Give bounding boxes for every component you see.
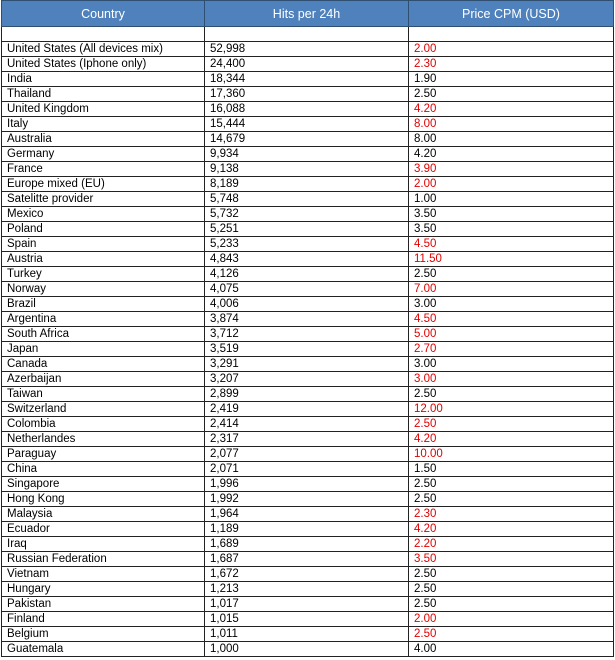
header-row <box>2 1 614 27</box>
table-row <box>2 252 614 267</box>
price-cell: 1.00 <box>409 192 614 207</box>
price-cell: 8.00 <box>409 117 614 132</box>
table-row <box>2 312 614 327</box>
hits-cell: 1,996 <box>205 477 409 492</box>
country-cell: Iraq <box>2 537 205 552</box>
header-price: Price CPM (USD) <box>409 1 614 27</box>
hits-cell: 2,071 <box>205 462 409 477</box>
country-cell: Poland <box>2 222 205 237</box>
table-row <box>2 297 614 312</box>
empty-cell <box>2 27 205 42</box>
hits-cell: 3,874 <box>205 312 409 327</box>
country-cell: Switzerland <box>2 402 205 417</box>
hits-cell: 2,414 <box>205 417 409 432</box>
hits-cell: 18,344 <box>205 72 409 87</box>
price-cell: 2.00 <box>409 612 614 627</box>
table-row <box>2 162 614 177</box>
price-cell: 8.00 <box>409 132 614 147</box>
price-cell: 2.30 <box>409 507 614 522</box>
table-row <box>2 102 614 117</box>
country-cell: Japan <box>2 342 205 357</box>
country-cell: Guatemala <box>2 642 205 657</box>
price-cell: 2.50 <box>409 567 614 582</box>
table-row <box>2 282 614 297</box>
price-cell: 2.50 <box>409 477 614 492</box>
price-cell: 1.90 <box>409 72 614 87</box>
hits-cell: 1,964 <box>205 507 409 522</box>
hits-cell: 1,687 <box>205 552 409 567</box>
price-cell: 2.50 <box>409 492 614 507</box>
table-row <box>2 627 614 642</box>
table-row <box>2 72 614 87</box>
table-row <box>2 192 614 207</box>
table-row <box>2 642 614 657</box>
price-cell: 10.00 <box>409 447 614 462</box>
hits-cell: 4,126 <box>205 267 409 282</box>
country-cell: Malaysia <box>2 507 205 522</box>
country-cell: Austria <box>2 252 205 267</box>
price-cell: 2.50 <box>409 87 614 102</box>
table-header <box>2 1 614 27</box>
country-cell: Finland <box>2 612 205 627</box>
table-row <box>2 417 614 432</box>
hits-cell: 24,400 <box>205 57 409 72</box>
cpm-table <box>1 0 614 657</box>
price-cell: 2.50 <box>409 267 614 282</box>
hits-cell: 5,748 <box>205 192 409 207</box>
header-country: Country <box>2 1 205 27</box>
table-row <box>2 537 614 552</box>
hits-cell: 4,075 <box>205 282 409 297</box>
hits-cell: 15,444 <box>205 117 409 132</box>
price-cell: 2.50 <box>409 387 614 402</box>
country-cell: Thailand <box>2 87 205 102</box>
table-row <box>2 402 614 417</box>
country-cell: Mexico <box>2 207 205 222</box>
price-cell: 3.90 <box>409 162 614 177</box>
country-cell: Netherlandes <box>2 432 205 447</box>
country-cell: Belgium <box>2 627 205 642</box>
country-cell: Brazil <box>2 297 205 312</box>
hits-cell: 5,233 <box>205 237 409 252</box>
country-cell: Hong Kong <box>2 492 205 507</box>
price-cell: 4.00 <box>409 642 614 657</box>
hits-cell: 1,672 <box>205 567 409 582</box>
table-row <box>2 342 614 357</box>
hits-cell: 3,291 <box>205 357 409 372</box>
hits-cell: 3,207 <box>205 372 409 387</box>
country-cell: United States (Iphone only) <box>2 57 205 72</box>
table-row <box>2 147 614 162</box>
table-row <box>2 132 614 147</box>
price-cell: 4.50 <box>409 237 614 252</box>
hits-cell: 1,000 <box>205 642 409 657</box>
hits-cell: 3,712 <box>205 327 409 342</box>
price-cell: 3.50 <box>409 222 614 237</box>
price-cell: 4.20 <box>409 432 614 447</box>
table-row <box>2 117 614 132</box>
hits-cell: 4,843 <box>205 252 409 267</box>
table-row <box>2 462 614 477</box>
table-row <box>2 327 614 342</box>
hits-cell: 14,679 <box>205 132 409 147</box>
price-cell: 2.50 <box>409 417 614 432</box>
table-row <box>2 222 614 237</box>
table-row <box>2 507 614 522</box>
price-cell: 2.50 <box>409 582 614 597</box>
hits-cell: 1,992 <box>205 492 409 507</box>
hits-cell: 17,360 <box>205 87 409 102</box>
country-cell: United Kingdom <box>2 102 205 117</box>
country-cell: Europe mixed (EU) <box>2 177 205 192</box>
country-cell: Canada <box>2 357 205 372</box>
price-cell: 2.00 <box>409 177 614 192</box>
table-row <box>2 387 614 402</box>
hits-cell: 4,006 <box>205 297 409 312</box>
country-cell: Germany <box>2 147 205 162</box>
country-cell: South Africa <box>2 327 205 342</box>
hits-cell: 5,251 <box>205 222 409 237</box>
country-cell: Pakistan <box>2 597 205 612</box>
country-cell: Spain <box>2 237 205 252</box>
price-cell: 2.70 <box>409 342 614 357</box>
hits-cell: 3,519 <box>205 342 409 357</box>
country-cell: Azerbaijan <box>2 372 205 387</box>
table-row <box>2 582 614 597</box>
price-cell: 4.20 <box>409 147 614 162</box>
country-cell: France <box>2 162 205 177</box>
hits-cell: 2,317 <box>205 432 409 447</box>
table-row <box>2 57 614 72</box>
price-cell: 11.50 <box>409 252 614 267</box>
table-row <box>2 177 614 192</box>
price-cell: 1.50 <box>409 462 614 477</box>
country-cell: Satelitte provider <box>2 192 205 207</box>
hits-cell: 2,419 <box>205 402 409 417</box>
header-hits: Hits per 24h <box>205 1 409 27</box>
table-row <box>2 237 614 252</box>
table-row <box>2 552 614 567</box>
price-cell: 2.50 <box>409 597 614 612</box>
table-row <box>2 492 614 507</box>
empty-cell <box>409 27 614 42</box>
country-cell: Vietnam <box>2 567 205 582</box>
table-row <box>2 432 614 447</box>
hits-cell: 5,732 <box>205 207 409 222</box>
country-cell: Turkey <box>2 267 205 282</box>
hits-cell: 1,689 <box>205 537 409 552</box>
hits-cell: 1,017 <box>205 597 409 612</box>
price-cell: 2.00 <box>409 42 614 57</box>
price-cell: 12.00 <box>409 402 614 417</box>
empty-cell <box>205 27 409 42</box>
price-cell: 3.00 <box>409 372 614 387</box>
hits-cell: 2,899 <box>205 387 409 402</box>
country-cell: Russian Federation <box>2 552 205 567</box>
country-cell: Australia <box>2 132 205 147</box>
price-cell: 4.20 <box>409 522 614 537</box>
table-row <box>2 372 614 387</box>
hits-cell: 1,213 <box>205 582 409 597</box>
table-row <box>2 87 614 102</box>
hits-cell: 52,998 <box>205 42 409 57</box>
hits-cell: 8,189 <box>205 177 409 192</box>
price-cell: 2.20 <box>409 537 614 552</box>
price-cell: 4.50 <box>409 312 614 327</box>
empty-row <box>2 27 614 42</box>
country-cell: Hungary <box>2 582 205 597</box>
table-row <box>2 477 614 492</box>
country-cell: Italy <box>2 117 205 132</box>
table-row <box>2 357 614 372</box>
table-body <box>2 27 614 657</box>
price-cell: 4.20 <box>409 102 614 117</box>
hits-cell: 2,077 <box>205 447 409 462</box>
country-cell: Taiwan <box>2 387 205 402</box>
country-cell: Paraguay <box>2 447 205 462</box>
hits-cell: 9,934 <box>205 147 409 162</box>
table-row <box>2 522 614 537</box>
country-cell: Argentina <box>2 312 205 327</box>
country-cell: Ecuador <box>2 522 205 537</box>
table-row <box>2 267 614 282</box>
country-cell: India <box>2 72 205 87</box>
country-cell: United States (All devices mix) <box>2 42 205 57</box>
table-row <box>2 597 614 612</box>
price-cell: 3.00 <box>409 357 614 372</box>
price-cell: 5.00 <box>409 327 614 342</box>
price-cell: 7.00 <box>409 282 614 297</box>
hits-cell: 1,011 <box>205 627 409 642</box>
country-cell: Norway <box>2 282 205 297</box>
table-row <box>2 42 614 57</box>
table-row <box>2 567 614 582</box>
hits-cell: 1,015 <box>205 612 409 627</box>
country-cell: China <box>2 462 205 477</box>
price-cell: 2.50 <box>409 627 614 642</box>
country-cell: Colombia <box>2 417 205 432</box>
price-cell: 3.00 <box>409 297 614 312</box>
price-cell: 3.50 <box>409 552 614 567</box>
hits-cell: 9,138 <box>205 162 409 177</box>
price-cell: 3.50 <box>409 207 614 222</box>
price-cell: 2.30 <box>409 57 614 72</box>
table-row <box>2 207 614 222</box>
table-row <box>2 447 614 462</box>
table-row <box>2 612 614 627</box>
country-cell: Singapore <box>2 477 205 492</box>
hits-cell: 16,088 <box>205 102 409 117</box>
hits-cell: 1,189 <box>205 522 409 537</box>
